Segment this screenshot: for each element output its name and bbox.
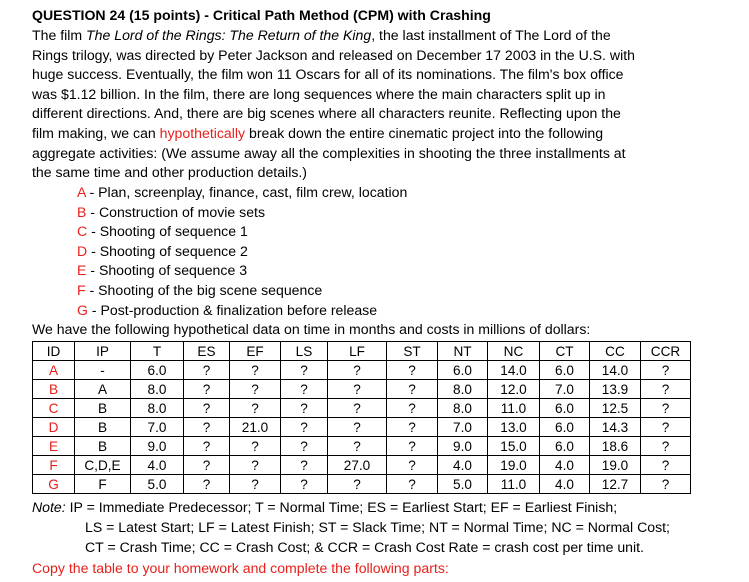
column-header: NC: [488, 342, 540, 361]
table-cell: 14.0: [590, 361, 641, 380]
table-cell: 19.0: [488, 456, 540, 475]
table-cell: ?: [230, 399, 281, 418]
activity-id-cell: A: [33, 361, 75, 380]
table-cell: 6.0: [540, 437, 590, 456]
activity-description: Shooting of sequence 3: [98, 262, 248, 279]
table-row: [33, 399, 691, 418]
paragraph-text: film making, we can: [32, 125, 160, 141]
paragraph-text: break down the entire cinematic project into the following: [245, 125, 604, 141]
table-cell: ?: [281, 456, 328, 475]
table-body: [33, 361, 691, 494]
table-cell: ?: [328, 418, 387, 437]
table-cell: 14.0: [488, 361, 540, 380]
paragraph-text: The film: [32, 27, 87, 43]
paragraph-text: Rings trilogy, was directed by Peter Jackson and released on December 17 2003 in the U.S. with: [32, 46, 635, 63]
table-cell: ?: [184, 418, 230, 437]
table-cell: 9.0: [438, 437, 488, 456]
note-line-1: [32, 498, 617, 518]
table-cell: ?: [230, 380, 281, 399]
activity-code: B: [77, 203, 87, 220]
table-cell: 19.0: [590, 456, 641, 475]
table-cell: 7.0: [438, 418, 488, 437]
table-cell: 4.0: [540, 456, 590, 475]
table-cell: 12.7: [590, 475, 641, 494]
activity-separator: -: [86, 203, 99, 220]
table-cell: 8.0: [438, 399, 488, 418]
table-cell: ?: [281, 437, 328, 456]
table-cell: ?: [281, 361, 328, 380]
activity-separator: -: [85, 282, 99, 298]
table-cell: 7.0: [540, 380, 590, 399]
activity-description: Plan, screenplay, finance, cast, film crew, location: [98, 184, 408, 200]
column-header: ST: [387, 342, 438, 361]
table-cell: ?: [641, 361, 691, 380]
activity-description: Shooting of sequence 1: [99, 223, 248, 240]
table-row: [33, 456, 691, 475]
activity-item: [77, 203, 265, 223]
table-cell: 8.0: [131, 380, 184, 399]
note-label: Note:: [32, 499, 66, 515]
table-cell: 7.0: [131, 418, 184, 437]
activity-code: F: [77, 282, 86, 298]
column-header: CCR: [641, 342, 691, 361]
table-cell: B: [75, 399, 131, 418]
table-cell: 13.9: [590, 380, 641, 399]
note-line-3: CT = Crash Time; CC = Crash Cost; & CCR = Crash Cost Rate = crash cost per time unit.: [85, 539, 644, 555]
table-cell: ?: [281, 380, 328, 399]
table-cell: ?: [328, 437, 387, 456]
activity-separator: -: [86, 262, 99, 279]
table-row: [33, 437, 691, 456]
cpm-data-table: [32, 341, 691, 494]
activity-code: A: [77, 184, 86, 200]
table-cell: ?: [641, 456, 691, 475]
table-cell: 9.0: [131, 437, 184, 456]
table-cell: 6.0: [438, 361, 488, 380]
table-cell: A: [75, 380, 131, 399]
table-cell: B: [75, 437, 131, 456]
activity-id-cell: C: [33, 399, 75, 418]
activity-id-cell: B: [33, 380, 75, 399]
activity-id-cell: D: [33, 418, 75, 437]
table-header-row: [33, 342, 691, 361]
table-cell: 6.0: [540, 361, 590, 380]
table-cell: ?: [641, 399, 691, 418]
table-cell: 8.0: [438, 380, 488, 399]
film-title: The Lord of the Rings: The Return of the King: [86, 27, 372, 43]
activity-item: [77, 242, 248, 262]
table-cell: ?: [328, 475, 387, 494]
table-cell: 11.0: [488, 475, 540, 494]
table-cell: 4.0: [438, 456, 488, 475]
table-cell: 8.0: [131, 399, 184, 418]
column-header: T: [131, 342, 184, 361]
column-header: CC: [590, 342, 641, 361]
table-cell: ?: [387, 437, 438, 456]
table-cell: ?: [328, 399, 387, 418]
table-cell: ?: [184, 399, 230, 418]
column-header: CT: [540, 342, 590, 361]
activity-description: Shooting of the big scene sequence: [98, 282, 323, 298]
table-cell: 14.3: [590, 418, 641, 437]
paragraph-text: different directions. And, there are big scenes where all characters reunite. Reflecting upon the: [32, 105, 621, 122]
table-cell: 15.0: [488, 437, 540, 456]
note-text-1: IP = Immediate Predecessor; T = Normal Time; ES = Earliest Start; EF = Earliest Finish;: [65, 499, 618, 515]
table-cell: ?: [328, 380, 387, 399]
table-cell: 13.0: [488, 418, 540, 437]
activity-description: Post-production & finalization before release: [100, 301, 378, 318]
question-title: QUESTION 24 (15 points) - Critical Path Method (CPM) with Crashing: [32, 7, 491, 23]
table-cell: 6.0: [131, 361, 184, 380]
table-cell: B: [75, 418, 131, 437]
table-cell: ?: [230, 361, 281, 380]
column-header: LF: [328, 342, 387, 361]
activity-code: G: [77, 301, 88, 318]
table-cell: ?: [387, 475, 438, 494]
activity-separator: -: [85, 184, 99, 200]
column-header: LS: [281, 342, 328, 361]
table-row: [33, 380, 691, 399]
table-cell: ?: [230, 456, 281, 475]
activity-item: [77, 281, 322, 301]
table-cell: ?: [184, 456, 230, 475]
activity-code: D: [77, 242, 88, 259]
table-cell: 4.0: [131, 456, 184, 475]
table-cell: 11.0: [488, 399, 540, 418]
table-intro: We have the following hypothetical data on time in months and costs in millions of dollars:: [32, 321, 591, 337]
paragraph-line: [32, 26, 611, 46]
table-cell: 12.5: [590, 399, 641, 418]
activity-id-cell: G: [33, 475, 75, 494]
paragraph-text: , the last installment of The Lord of the: [371, 27, 611, 43]
paragraph-line: [32, 65, 624, 85]
activity-code: E: [77, 262, 87, 279]
table-cell: ?: [184, 437, 230, 456]
table-cell: ?: [387, 380, 438, 399]
table-cell: ?: [328, 361, 387, 380]
column-header: ID: [33, 342, 75, 361]
activity-description: Shooting of sequence 2: [99, 242, 248, 259]
activity-item: [77, 183, 407, 203]
table-row: [33, 361, 691, 380]
note-line-2: LS = Latest Start; LF = Latest Finish; ST = Slack Time; NT = Normal Time; NC = Normal Cost;: [85, 519, 670, 535]
table-cell: 6.0: [540, 399, 590, 418]
table-cell: ?: [230, 437, 281, 456]
column-header: EF: [230, 342, 281, 361]
column-header: NT: [438, 342, 488, 361]
table-cell: ?: [184, 475, 230, 494]
table-cell: ?: [281, 475, 328, 494]
table-cell: ?: [281, 399, 328, 418]
table-cell: ?: [281, 418, 328, 437]
table-cell: 12.0: [488, 380, 540, 399]
instruction-text: Copy the table to your homework and complete the following parts:: [32, 560, 449, 576]
table-cell: C,D,E: [75, 456, 131, 475]
column-header: IP: [75, 342, 131, 361]
activity-separator: -: [87, 301, 101, 318]
paragraph-text: the same time and other production details.): [32, 164, 307, 181]
table-cell: ?: [641, 437, 691, 456]
paragraph-line: [32, 46, 635, 66]
table-cell: ?: [641, 418, 691, 437]
table-cell: ?: [387, 456, 438, 475]
activity-item: [77, 222, 248, 242]
paragraph-line: [32, 124, 603, 144]
table-cell: ?: [641, 380, 691, 399]
table-cell: ?: [387, 361, 438, 380]
paragraph-line: [32, 163, 307, 183]
table-cell: 21.0: [230, 418, 281, 437]
table-cell: ?: [230, 475, 281, 494]
table-cell: ?: [387, 399, 438, 418]
table-cell: ?: [184, 361, 230, 380]
paragraph-text: aggregate activities: (We assume away all the complexities in shooting the three installments at: [32, 144, 626, 161]
table-cell: 18.6: [590, 437, 641, 456]
table-cell: -: [75, 361, 131, 380]
table-cell: 27.0: [328, 456, 387, 475]
highlight-word: hypothetically: [159, 125, 246, 141]
column-header: ES: [184, 342, 230, 361]
table-cell: 5.0: [131, 475, 184, 494]
table-cell: 6.0: [540, 418, 590, 437]
paragraph-text: was $1.12 billion. In the film, there are long sequences where the main characters split up in: [32, 85, 606, 102]
paragraph-text: huge success. Eventually, the film won 11 Oscars for all of its nominations. The film's box office: [32, 66, 624, 83]
activity-item: [77, 301, 377, 321]
table-row: [33, 475, 691, 494]
activity-description: Construction of movie sets: [98, 203, 266, 220]
paragraph-line: [32, 144, 626, 164]
paragraph-line: [32, 104, 621, 124]
table-row: [33, 418, 691, 437]
activity-separator: -: [87, 242, 100, 259]
table-cell: F: [75, 475, 131, 494]
activity-separator: -: [87, 223, 100, 240]
activity-id-cell: E: [33, 437, 75, 456]
table-cell: ?: [641, 475, 691, 494]
table-cell: ?: [184, 380, 230, 399]
activity-item: [77, 261, 247, 281]
table-cell: 5.0: [438, 475, 488, 494]
activity-id-cell: F: [33, 456, 75, 475]
paragraph-line: [32, 85, 605, 105]
table-cell: 4.0: [540, 475, 590, 494]
table-cell: ?: [387, 418, 438, 437]
activity-code: C: [77, 223, 88, 240]
